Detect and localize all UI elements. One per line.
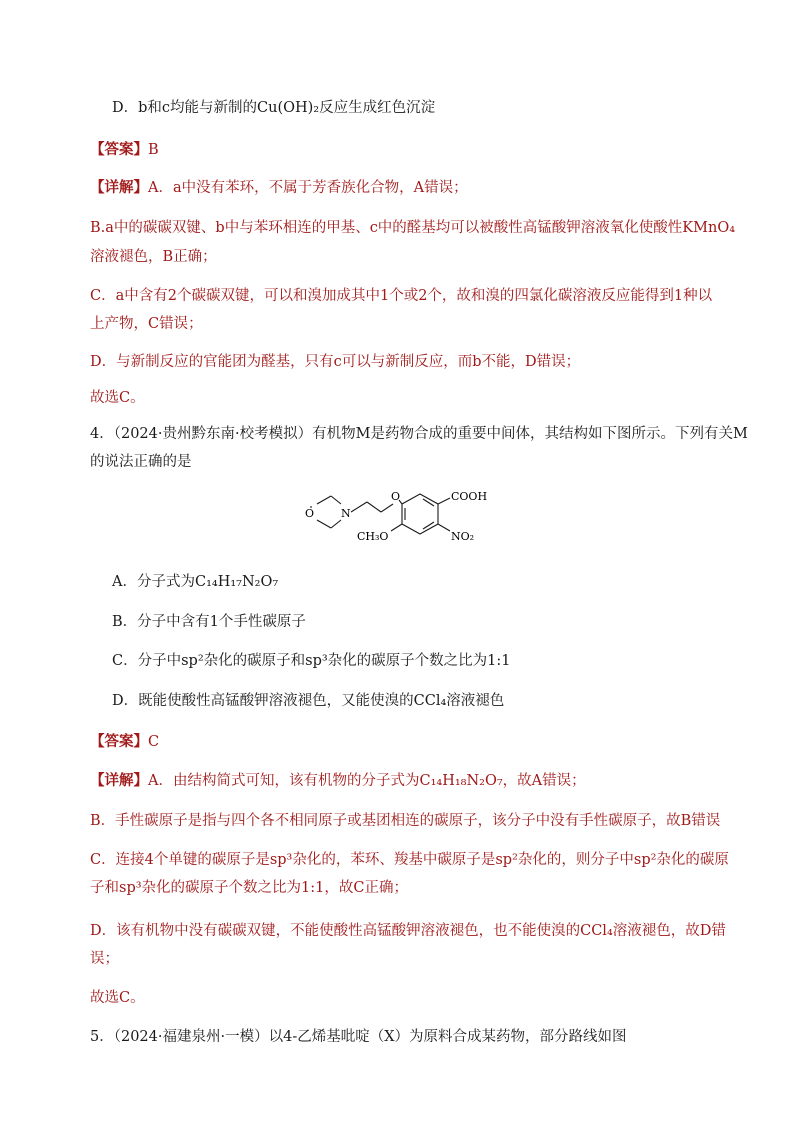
q5-stem: 5．（2024·福建泉州·一模）以4-乙烯基吡啶（X）为原料合成某药物，部分路线如图 [90,1029,627,1045]
detail-tag: 【详解】 [90,179,148,196]
q3-detail-b2: 溶液褪色，B正确； [90,249,217,265]
ring-nitrogen-label: N [341,507,351,520]
q4-option-a: A．分子式为C₁₄H₁₇N₂O₇ [112,574,279,590]
q3-detail-d: D．与新制反应的官能团为醛基，只有c可以与新制反应，而b不能，D错误； [90,354,581,370]
detail-text: A．a中没有苯环，不属于芳香族化合物，A错误； [148,180,468,196]
ether-oxygen-label: O [391,490,401,503]
q4-option-b: B．分子中含有1个手性碳原子 [112,614,306,630]
answer-tag: 【答案】 [90,733,148,750]
no2-label: NO₂ [451,530,475,543]
q3-choose: 故选C。 [90,390,145,406]
q4-detail-a [90,771,586,791]
answer-tag: 【答案】 [90,141,148,158]
cooh-label: COOH [451,490,488,503]
molecule-structure [295,478,515,552]
q4-option-c: C．分子中sp²杂化的碳原子和sp³杂化的碳原子个数之比为1:1 [112,653,511,669]
q3-detail-c1: C．a中含有2个碳碳双键，可以和溴加成其中1个或2个，故和溴的四氯化碳溶液反应能得到1种以 [90,288,713,304]
answer-value: C [148,734,160,750]
ring-oxygen-label: O [305,507,315,520]
q4-answer [90,732,159,752]
answer-value: B [148,142,159,158]
q4-choose: 故选C。 [90,990,145,1006]
q4-detail-c2: 子和sp³杂化的碳原子个数之比为1:1，故C正确； [90,880,408,896]
q4-detail-d2: 误； [90,951,119,967]
q4-detail-c1: C．连接4个单键的碳原子是sp³杂化的，苯环、羧基中碳原子是sp²杂化的，则分子中sp²杂化的碳原 [90,852,729,868]
detail-text: A．由结构简式可知，该有机物的分子式为C₁₄H₁₈N₂O₇，故A错误； [148,773,586,789]
q3-answer [90,140,159,160]
q4-stem-1: 4．（2024·贵州黔东南·校考模拟）有机物M是药物合成的重要中间体，其结构如下图所示。下列有关M [90,426,748,442]
detail-tag: 【详解】 [90,772,148,789]
q3-detail-b1: B.a中的碳碳双键、b中与苯环相连的甲基、c中的醛基均可以被酸性高锰酸钾溶液氧化使酸性KMnO₄ [90,220,736,236]
q3-detail-a [90,178,468,198]
q3-option-d: D．b和c均能与新制的Cu(OH)₂反应生成红色沉淀 [112,100,436,116]
q4-option-d: D．既能使酸性高锰酸钾溶液褪色，又能使溴的CCl₄溶液褪色 [112,693,505,709]
q4-stem-2: 的说法正确的是 [90,454,192,470]
ch3o-label: CH₃O [357,530,389,543]
q4-detail-b: B．手性碳原子是指与四个各不相同原子或基团相连的碳原子，该分子中没有手性碳原子，故B错误 [90,813,721,829]
q4-detail-d1: D．该有机物中没有碳碳双键，不能使酸性高锰酸钾溶液褪色，也不能使溴的CCl₄溶液褪色，故D错 [90,923,726,939]
q3-detail-c2: 上产物，C错误； [90,316,203,332]
